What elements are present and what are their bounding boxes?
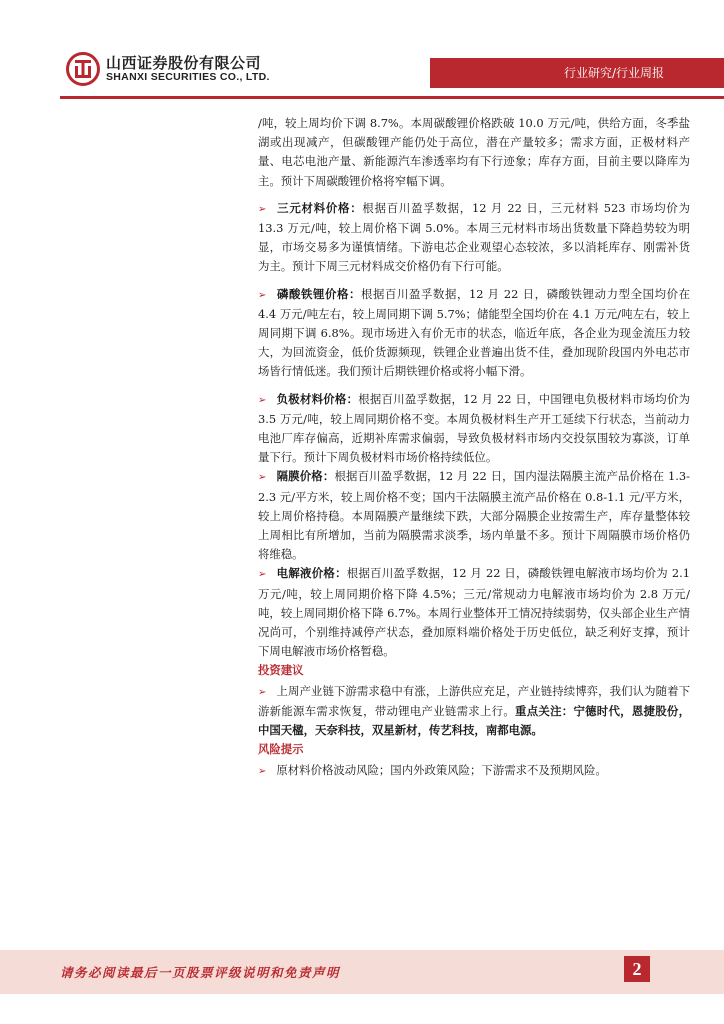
item-text: 根据百川盈孚数据，12 月 22 日，三元材料 523 市场均价为 13.3 万元/吨，较上周价格下调 5.0%。本周三元材料市场出货数量下降趋势较为明显，市场交易多为谨慎情绪。下游电芯企业观望心态较浓，多以消耗库存、刚需补货为主。预计下周三元材料成交价格仍有下行可能。 — [258, 200, 690, 274]
risk-warning — [258, 761, 690, 781]
section-title-investment: 投资建议 — [258, 663, 304, 678]
header-rule — [60, 96, 724, 99]
item-anode — [258, 390, 690, 468]
bullet-icon: ➢ — [258, 686, 267, 698]
item-title: 负极材料价格： — [276, 391, 359, 406]
risk-text: 原材料价格波动风险；国内外政策风险；下游需求不及预期风险。 — [276, 762, 607, 777]
footer-disclaimer: 请务必阅读最后一页股票评级说明和免责声明 — [60, 965, 341, 980]
bullet-icon: ➢ — [258, 203, 267, 215]
investment-advice — [258, 682, 690, 741]
bullet-icon: ➢ — [258, 569, 267, 581]
investment-focus: 重点关注：宁德时代，恩捷股份，中国天楹，天奈科技，双星新材，传艺科技，南都电源。 — [258, 703, 690, 738]
item-title: 隔膜价格： — [276, 469, 335, 484]
report-body — [258, 114, 690, 789]
section-title-risk: 风险提示 — [258, 742, 304, 757]
investment-text: 上周产业链下游需求稳中有涨，上游供应充足，产业链持续博弈，我们认为随着下游新能源车需求恢复，带动锂电产业链需求上行。 — [258, 683, 690, 718]
item-title: 磷酸铁锂价格： — [276, 286, 361, 301]
item-text: 根据百川盈孚数据，12 月 22 日，磷酸铁锂电解液市场均价为 2.1 万元/吨，较上周同期价格下降 4.5%；三元/常规动力电解液市场均价为 2.8 万元/吨，较上周同期价格下降 6.7%。本周行业整体开工情况持续弱势，仅头部企业生产情况尚可，个别维持减停产状态，叠加原料端价格处于历史低位，缺乏利好支撑，预计下周电解液市场价格暂稳。 — [258, 566, 690, 659]
company-logo-icon — [66, 52, 100, 86]
item-title: 电解液价格： — [276, 566, 347, 581]
item-title: 三元材料价格： — [276, 200, 363, 215]
bullet-icon: ➢ — [258, 394, 267, 406]
bullet-icon: ➢ — [258, 289, 267, 301]
bullet-icon: ➢ — [258, 765, 267, 777]
item-text: 根据百川盈孚数据，12 月 22 日，国内湿法隔膜主流产品价格在 1.3-2.3 元/平方米，较上周价格不变；国内干法隔膜主流产品价格在 0.8-1.1 元/平方米，较上周价格持稳。本周隔膜产量继续下跌，大部分隔膜企业按需生产，库存量整体较上周相比有所增加，当前为隔膜需求淡季，场内单量不多。预计下周隔膜市场价格仍将维稳。 — [258, 469, 690, 562]
item-text: 根据百川盈孚数据，12 月 22 日，磷酸铁锂动力型全国均价在 4.4 万元/吨左右，较上周同期下调 5.7%；储能型全国均价在 4.1 万元/吨左右，较上周同期下调 6.8%。现市场进入有价无市的状态，临近年底，各企业为现金流压力较大，为回流资金，低价货源频现，铁锂企业普遍出货不佳，叠加现阶段国内外电芯市场皆行情低迷。我们预计后期铁锂价格或将小幅下滑。 — [258, 286, 690, 379]
item-lfp — [258, 285, 690, 382]
company-name-en: SHANXI SECURITIES CO., LTD. — [106, 71, 270, 83]
paragraph-lithium-carbonate: /吨，较上周均价下调 8.7%。本周碳酸锂价格跌破 10.0 万元/吨，供给方面，冬季盐湖或出现减产，但碳酸锂产能仍处于高位，潜在产量较多；需求方面，正极材料产量、电芯电池产量、新能源汽车渗透率均有下行迹象；库存方面，目前主要以降库为主。预计下周碳酸锂价格将窄幅下调。 — [258, 116, 690, 188]
item-electrolyte — [258, 564, 690, 661]
company-name-cn: 山西证券股份有限公司 — [106, 54, 262, 72]
page-number: 2 — [624, 956, 650, 982]
item-text: 根据百川盈孚数据，12 月 22 日，中国锂电负极材料市场均价为 3.5 万元/吨，较上周同期价格不变。本周负极材料生产开工延续下行状态，当前动力电池厂库存偏高，近期补库需求偏弱，导致负极材料市场内交投氛围较为寡淡，订单量下行。预计下周负极材料市场价格持续低位。 — [258, 391, 690, 465]
item-ternary — [258, 199, 690, 277]
bullet-icon: ➢ — [258, 472, 267, 484]
report-type: 行业研究/行业周报 — [563, 66, 664, 80]
item-separator — [258, 467, 690, 564]
